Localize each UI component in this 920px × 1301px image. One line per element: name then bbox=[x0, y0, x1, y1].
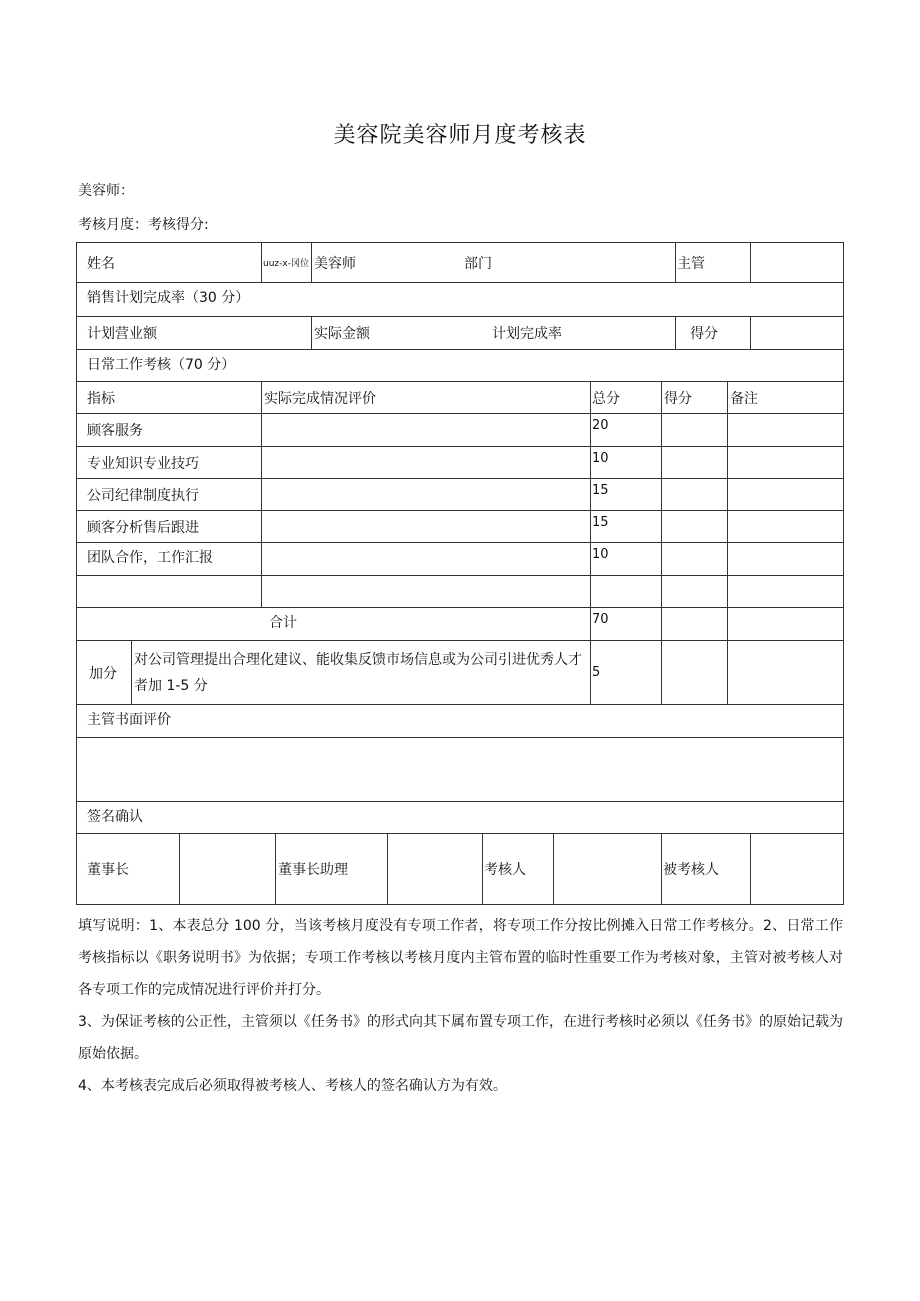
chairman-assistant-label: 董事长助理 bbox=[276, 834, 388, 905]
indicator-cell[interactable] bbox=[77, 576, 262, 608]
supervisor-field[interactable] bbox=[751, 243, 844, 283]
position-label: uuz-x-冈位 bbox=[262, 243, 312, 283]
sum-remarks-cell[interactable] bbox=[728, 608, 844, 641]
remarks-cell[interactable] bbox=[728, 414, 844, 447]
col-total: 总分 bbox=[591, 382, 662, 414]
indicator-cell: 公司纪律制度执行 bbox=[77, 479, 262, 511]
position-value: 美容师 bbox=[314, 255, 356, 272]
evaluation-cell[interactable] bbox=[262, 447, 591, 479]
assessor-signature-field[interactable] bbox=[554, 834, 662, 905]
table-row bbox=[77, 543, 844, 576]
col-score: 得分 bbox=[662, 382, 728, 414]
sum-label: 合计 bbox=[77, 608, 591, 641]
table-row bbox=[77, 479, 844, 511]
position-department-cell[interactable] bbox=[312, 243, 676, 283]
remarks-cell[interactable] bbox=[728, 543, 844, 576]
instructions bbox=[78, 910, 843, 1102]
score-cell[interactable] bbox=[662, 479, 728, 511]
sum-score-cell[interactable] bbox=[662, 608, 728, 641]
department-label: 部门 bbox=[464, 255, 492, 272]
indicator-cell: 团队合作，工作汇报 bbox=[77, 543, 262, 576]
beautician-label: 美容师： bbox=[78, 183, 134, 199]
bonus-label: 加分 bbox=[77, 641, 132, 705]
sales-score-field[interactable] bbox=[751, 317, 844, 350]
score-cell[interactable] bbox=[662, 543, 728, 576]
daily-section-title: 日常工作考核（70 分） bbox=[77, 350, 844, 382]
col-indicator: 指标 bbox=[77, 382, 262, 414]
total-cell: 15 bbox=[591, 479, 662, 511]
score-cell[interactable] bbox=[662, 576, 728, 608]
month-score-label: 考核月度：考核得分: bbox=[78, 217, 209, 233]
indicator-cell: 顾客分析售后跟进 bbox=[77, 511, 262, 543]
bonus-description: 对公司管理提出合理化建议、能收集反馈市场信息或为公司引进优秀人才者加 1-5 分 bbox=[132, 641, 591, 705]
actual-amount-cell[interactable] bbox=[312, 317, 676, 350]
signature-title: 签名确认 bbox=[77, 802, 844, 834]
total-cell: 10 bbox=[591, 543, 662, 576]
evaluation-cell[interactable] bbox=[262, 479, 591, 511]
total-cell: 20 bbox=[591, 414, 662, 447]
evaluation-cell[interactable] bbox=[262, 543, 591, 576]
bonus-score-cell[interactable] bbox=[662, 641, 728, 705]
assessment-table bbox=[76, 242, 844, 905]
chairman-signature-field[interactable] bbox=[180, 834, 276, 905]
remarks-cell[interactable] bbox=[728, 447, 844, 479]
assessor-label: 考核人 bbox=[483, 834, 554, 905]
assessee-label: 被考核人 bbox=[662, 834, 751, 905]
sum-total: 70 bbox=[591, 608, 662, 641]
evaluation-cell[interactable] bbox=[262, 576, 591, 608]
supervisor-review-label: 主管书面评价 bbox=[77, 705, 844, 738]
supervisor-review-field[interactable] bbox=[77, 738, 844, 802]
name-label: 姓名 bbox=[77, 243, 262, 283]
score-cell[interactable] bbox=[662, 511, 728, 543]
bonus-total: 5 bbox=[591, 641, 662, 705]
col-remarks: 备注 bbox=[728, 382, 844, 414]
sales-section-title: 销售计划完成率（30 分） bbox=[77, 283, 844, 317]
instruction-paragraph: 4、本考核表完成后必须取得被考核人、考核人的签名确认方为有效。 bbox=[78, 1078, 507, 1094]
table-row bbox=[77, 447, 844, 479]
page-title: 美容院美容师月度考核表 bbox=[333, 123, 587, 148]
table-row bbox=[77, 511, 844, 543]
planned-revenue-label: 计划营业额 bbox=[77, 317, 312, 350]
col-evaluation: 实际完成情况评价 bbox=[262, 382, 591, 414]
score-cell[interactable] bbox=[662, 414, 728, 447]
instruction-paragraph: 3、为保证考核的公正性，主管须以《任务书》的形式向其下属布置专项工作，在进行考核时必须以《任务书》的原始记载为原始依据。 bbox=[78, 1014, 843, 1062]
indicator-cell: 顾客服务 bbox=[77, 414, 262, 447]
chairman-assistant-signature-field[interactable] bbox=[388, 834, 483, 905]
table-row bbox=[77, 576, 844, 608]
completion-rate-label: 计划完成率 bbox=[492, 326, 562, 342]
evaluation-cell[interactable] bbox=[262, 414, 591, 447]
remarks-cell[interactable] bbox=[728, 479, 844, 511]
sales-score-label: 得分 bbox=[676, 317, 751, 350]
bonus-remarks-cell[interactable] bbox=[728, 641, 844, 705]
chairman-label: 董事长 bbox=[77, 834, 180, 905]
indicator-cell: 专业知识专业技巧 bbox=[77, 447, 262, 479]
instruction-paragraph: 填写说明：1、本表总分 100 分，当该考核月度没有专项工作者，将专项工作分按比例摊入日常工作考核分。2、日常工作考核指标以《职务说明书》为依据；专项工作考核以考核月度内主管布置的临时性重要工作为考核对象，主管对被考核人对各专项工作的完成情况进行评价并打分。 bbox=[78, 918, 843, 998]
evaluation-cell[interactable] bbox=[262, 511, 591, 543]
score-cell[interactable] bbox=[662, 447, 728, 479]
assessee-signature-field[interactable] bbox=[751, 834, 844, 905]
total-cell[interactable] bbox=[591, 576, 662, 608]
table-row bbox=[77, 414, 844, 447]
total-cell: 15 bbox=[591, 511, 662, 543]
supervisor-label: 主管 bbox=[676, 243, 751, 283]
total-cell: 10 bbox=[591, 447, 662, 479]
remarks-cell[interactable] bbox=[728, 576, 844, 608]
remarks-cell[interactable] bbox=[728, 511, 844, 543]
actual-amount-label: 实际金额 bbox=[314, 326, 370, 342]
